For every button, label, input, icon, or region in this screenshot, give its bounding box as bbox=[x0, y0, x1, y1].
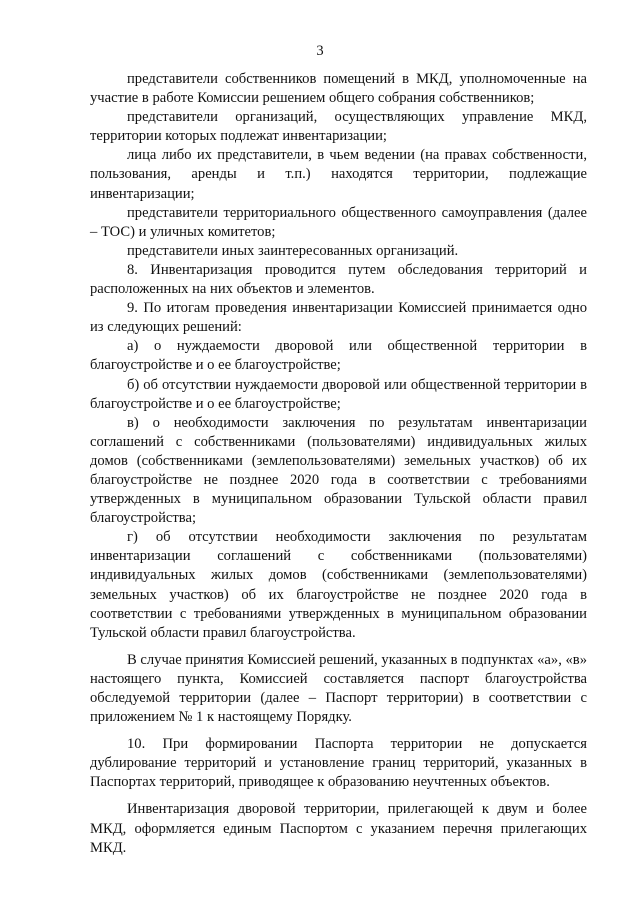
paragraph-single-passport: Инвентаризация дворовой территории, прилегающей к двум и более МКД, оформляется единым Паспортом с указанием перечня прилегающих МКД. bbox=[90, 801, 587, 856]
paragraph-item-10: 10. При формировании Паспорта территории не допускается дублирование территорий и установление границ территорий, указанных в Паспортах территорий, приводящее к образованию неучтенных объектов. bbox=[90, 736, 587, 791]
paragraph-passport-decision: В случае принятия Комиссией решений, указанных в подпунктах «а», «в» настоящего пункта, Комиссией составляется паспорт благоустройства обследуемой территории (далее – Паспорт территории) в соответствии с приложением № 1 к настоящему Порядку. bbox=[90, 651, 587, 726]
paragraph-persons-in-charge: лица либо их представители, в чьем ведении (на правах собственности, пользования, аренды и т.п.) находятся территории, подлежащие инвентаризации; bbox=[90, 147, 587, 202]
paragraph-other-organizations: представители иных заинтересованных организаций. bbox=[127, 242, 459, 259]
page-number: 3 bbox=[316, 43, 324, 59]
paragraph-item-9b: б) об отсутствии нуждаемости дворовой или общественной территории в благоустройстве и о ее благоустройстве; bbox=[90, 376, 587, 412]
paragraph-item-9g: г) об отсутствии необходимости заключения по результатам инвентаризации соглашений с собственниками (пользователями) индивидуальных жилых домов (собственниками (землепользователями) земельных участков) об их благоустройстве не позднее 2020 года в соответствии с требованиями утвержденных в муниципальном образовании Тульской области правил благоустройства. bbox=[90, 529, 587, 641]
paragraph-item-8: 8. Инвентаризация проводится путем обследования территорий и расположенных на них объектов и элементов. bbox=[90, 261, 587, 298]
paragraph-tos-representatives: представители территориального общественного самоуправления (далее – ТОС) и уличных комитетов; bbox=[90, 204, 587, 240]
paragraph-item-9v: в) о необходимости заключения по результатам инвентаризации соглашений с собственниками (пользователями) индивидуальных жилых домов (собственниками (землепользователями) земельных участков) об их благоустройстве не позднее 2020 года в соответствии с требованиями утвержденных в муниципальном образовании Тульской области правил благоустройства; bbox=[90, 414, 587, 527]
paragraph-item-9: 9. По итогам проведения инвентаризации Комиссией принимается одно из следующих решений: bbox=[90, 300, 587, 336]
paragraph-management-organizations: представители организаций, осуществляющих управление МКД, территории которых подлежат инвентаризации; bbox=[90, 109, 587, 145]
document-body bbox=[90, 70, 587, 858]
paragraph-owners-representatives: представители собственников помещений в МКД, уполномоченные на участие в работе Комиссии решением общего собрания собственников; bbox=[90, 71, 587, 107]
paragraph-item-9a: а) о нуждаемости дворовой или общественной территории в благоустройстве и о ее благоустройстве; bbox=[90, 338, 587, 374]
